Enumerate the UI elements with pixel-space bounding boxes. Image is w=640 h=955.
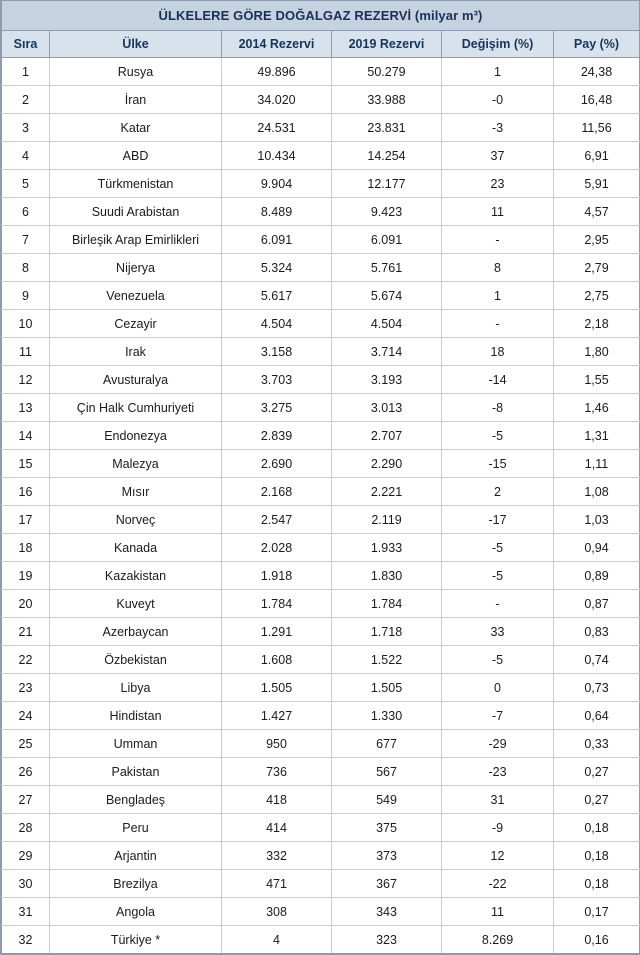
cell-change: 31 bbox=[442, 786, 554, 814]
cell-share: 0,18 bbox=[554, 870, 640, 898]
cell-reserve-2014: 1.918 bbox=[222, 562, 332, 590]
cell-country: İran bbox=[50, 86, 222, 114]
cell-rank: 13 bbox=[2, 394, 50, 422]
table-row bbox=[2, 926, 640, 954]
cell-reserve-2019: 3.193 bbox=[332, 366, 442, 394]
cell-change: 37 bbox=[442, 142, 554, 170]
cell-rank: 16 bbox=[2, 478, 50, 506]
table-row bbox=[2, 842, 640, 870]
cell-reserve-2014: 34.020 bbox=[222, 86, 332, 114]
cell-country: ABD bbox=[50, 142, 222, 170]
cell-reserve-2019: 3.013 bbox=[332, 394, 442, 422]
cell-rank: 15 bbox=[2, 450, 50, 478]
table-row bbox=[2, 310, 640, 338]
cell-reserve-2019: 2.707 bbox=[332, 422, 442, 450]
cell-change: -9 bbox=[442, 814, 554, 842]
cell-country: Hindistan bbox=[50, 702, 222, 730]
cell-country: Azerbaycan bbox=[50, 618, 222, 646]
cell-country: Özbekistan bbox=[50, 646, 222, 674]
column-header-change: Değişim (%) bbox=[442, 31, 554, 58]
cell-share: 1,55 bbox=[554, 366, 640, 394]
cell-reserve-2019: 33.988 bbox=[332, 86, 442, 114]
cell-share: 0,18 bbox=[554, 842, 640, 870]
cell-country: Norveç bbox=[50, 506, 222, 534]
cell-share: 0,27 bbox=[554, 786, 640, 814]
cell-share: 1,31 bbox=[554, 422, 640, 450]
cell-share: 0,83 bbox=[554, 618, 640, 646]
cell-country: Birleşik Arap Emirlikleri bbox=[50, 226, 222, 254]
cell-share: 0,16 bbox=[554, 926, 640, 954]
cell-share: 0,73 bbox=[554, 674, 640, 702]
cell-country: Pakistan bbox=[50, 758, 222, 786]
cell-reserve-2019: 50.279 bbox=[332, 58, 442, 86]
cell-share: 0,33 bbox=[554, 730, 640, 758]
cell-share: 0,94 bbox=[554, 534, 640, 562]
cell-country: Türkiye * bbox=[50, 926, 222, 954]
cell-rank: 3 bbox=[2, 114, 50, 142]
table-row bbox=[2, 394, 640, 422]
cell-rank: 31 bbox=[2, 898, 50, 926]
table-row bbox=[2, 534, 640, 562]
cell-reserve-2014: 5.324 bbox=[222, 254, 332, 282]
cell-change: 1 bbox=[442, 58, 554, 86]
cell-reserve-2014: 1.291 bbox=[222, 618, 332, 646]
cell-reserve-2014: 3.703 bbox=[222, 366, 332, 394]
cell-country: Brezilya bbox=[50, 870, 222, 898]
cell-rank: 22 bbox=[2, 646, 50, 674]
cell-share: 2,95 bbox=[554, 226, 640, 254]
cell-share: 0,64 bbox=[554, 702, 640, 730]
cell-reserve-2014: 2.547 bbox=[222, 506, 332, 534]
cell-reserve-2019: 1.505 bbox=[332, 674, 442, 702]
cell-share: 1,08 bbox=[554, 478, 640, 506]
table-row bbox=[2, 142, 640, 170]
column-header-share: Pay (%) bbox=[554, 31, 640, 58]
cell-share: 2,18 bbox=[554, 310, 640, 338]
cell-reserve-2014: 24.531 bbox=[222, 114, 332, 142]
cell-reserve-2019: 3.714 bbox=[332, 338, 442, 366]
cell-country: Çin Halk Cumhuriyeti bbox=[50, 394, 222, 422]
table-row bbox=[2, 590, 640, 618]
cell-rank: 30 bbox=[2, 870, 50, 898]
cell-share: 1,46 bbox=[554, 394, 640, 422]
cell-share: 4,57 bbox=[554, 198, 640, 226]
cell-share: 0,89 bbox=[554, 562, 640, 590]
table-row bbox=[2, 702, 640, 730]
cell-reserve-2014: 9.904 bbox=[222, 170, 332, 198]
table-row bbox=[2, 114, 640, 142]
cell-rank: 2 bbox=[2, 86, 50, 114]
cell-country: Rusya bbox=[50, 58, 222, 86]
cell-reserve-2014: 4.504 bbox=[222, 310, 332, 338]
cell-reserve-2019: 1.522 bbox=[332, 646, 442, 674]
cell-reserve-2019: 12.177 bbox=[332, 170, 442, 198]
cell-share: 24,38 bbox=[554, 58, 640, 86]
cell-reserve-2019: 677 bbox=[332, 730, 442, 758]
table-row bbox=[2, 506, 640, 534]
cell-rank: 23 bbox=[2, 674, 50, 702]
cell-reserve-2019: 23.831 bbox=[332, 114, 442, 142]
cell-reserve-2014: 4 bbox=[222, 926, 332, 954]
cell-reserve-2019: 373 bbox=[332, 842, 442, 870]
cell-reserve-2014: 414 bbox=[222, 814, 332, 842]
table-row bbox=[2, 422, 640, 450]
cell-change: -5 bbox=[442, 646, 554, 674]
cell-reserve-2014: 1.784 bbox=[222, 590, 332, 618]
cell-rank: 32 bbox=[2, 926, 50, 954]
cell-country: Angola bbox=[50, 898, 222, 926]
cell-reserve-2019: 5.761 bbox=[332, 254, 442, 282]
cell-share: 16,48 bbox=[554, 86, 640, 114]
cell-country: Libya bbox=[50, 674, 222, 702]
cell-change: -29 bbox=[442, 730, 554, 758]
cell-country: Irak bbox=[50, 338, 222, 366]
table-row bbox=[2, 226, 640, 254]
cell-country: Bengladeş bbox=[50, 786, 222, 814]
cell-reserve-2019: 6.091 bbox=[332, 226, 442, 254]
column-header-country: Ülke bbox=[50, 31, 222, 58]
cell-change: 11 bbox=[442, 198, 554, 226]
cell-change: -14 bbox=[442, 366, 554, 394]
cell-reserve-2019: 549 bbox=[332, 786, 442, 814]
table-header bbox=[2, 31, 640, 58]
cell-share: 2,75 bbox=[554, 282, 640, 310]
cell-change: -23 bbox=[442, 758, 554, 786]
table-row bbox=[2, 870, 640, 898]
cell-change: 33 bbox=[442, 618, 554, 646]
cell-rank: 6 bbox=[2, 198, 50, 226]
cell-reserve-2014: 308 bbox=[222, 898, 332, 926]
cell-country: Kuveyt bbox=[50, 590, 222, 618]
cell-country: Endonezya bbox=[50, 422, 222, 450]
cell-rank: 7 bbox=[2, 226, 50, 254]
cell-change: 23 bbox=[442, 170, 554, 198]
table-row bbox=[2, 562, 640, 590]
cell-reserve-2019: 1.330 bbox=[332, 702, 442, 730]
cell-reserve-2019: 2.119 bbox=[332, 506, 442, 534]
cell-country: Suudi Arabistan bbox=[50, 198, 222, 226]
cell-reserve-2014: 1.427 bbox=[222, 702, 332, 730]
cell-rank: 27 bbox=[2, 786, 50, 814]
cell-reserve-2019: 567 bbox=[332, 758, 442, 786]
cell-reserve-2019: 1.830 bbox=[332, 562, 442, 590]
cell-reserve-2019: 14.254 bbox=[332, 142, 442, 170]
table-row bbox=[2, 282, 640, 310]
cell-rank: 12 bbox=[2, 366, 50, 394]
cell-change: -7 bbox=[442, 702, 554, 730]
cell-share: 0,17 bbox=[554, 898, 640, 926]
cell-reserve-2019: 1.784 bbox=[332, 590, 442, 618]
cell-change: -0 bbox=[442, 86, 554, 114]
cell-change: -5 bbox=[442, 422, 554, 450]
table-row bbox=[2, 450, 640, 478]
column-header-reserve-2019: 2019 Rezervi bbox=[332, 31, 442, 58]
cell-share: 0,74 bbox=[554, 646, 640, 674]
table-row bbox=[2, 674, 640, 702]
cell-reserve-2014: 49.896 bbox=[222, 58, 332, 86]
cell-change: 18 bbox=[442, 338, 554, 366]
column-header-reserve-2014: 2014 Rezervi bbox=[222, 31, 332, 58]
cell-reserve-2014: 2.690 bbox=[222, 450, 332, 478]
column-header-rank: Sıra bbox=[2, 31, 50, 58]
cell-change: 1 bbox=[442, 282, 554, 310]
cell-country: Türkmenistan bbox=[50, 170, 222, 198]
cell-share: 6,91 bbox=[554, 142, 640, 170]
cell-reserve-2014: 736 bbox=[222, 758, 332, 786]
cell-reserve-2019: 367 bbox=[332, 870, 442, 898]
table-row bbox=[2, 170, 640, 198]
cell-country: Venezuela bbox=[50, 282, 222, 310]
cell-reserve-2019: 1.933 bbox=[332, 534, 442, 562]
cell-reserve-2019: 5.674 bbox=[332, 282, 442, 310]
cell-country: Kanada bbox=[50, 534, 222, 562]
cell-country: Umman bbox=[50, 730, 222, 758]
cell-change: -17 bbox=[442, 506, 554, 534]
cell-share: 0,18 bbox=[554, 814, 640, 842]
cell-rank: 18 bbox=[2, 534, 50, 562]
cell-reserve-2019: 375 bbox=[332, 814, 442, 842]
cell-country: Peru bbox=[50, 814, 222, 842]
cell-change: -3 bbox=[442, 114, 554, 142]
cell-reserve-2014: 5.617 bbox=[222, 282, 332, 310]
cell-change: 11 bbox=[442, 898, 554, 926]
cell-share: 0,27 bbox=[554, 758, 640, 786]
cell-country: Cezayir bbox=[50, 310, 222, 338]
cell-reserve-2019: 343 bbox=[332, 898, 442, 926]
table-row bbox=[2, 198, 640, 226]
cell-reserve-2019: 323 bbox=[332, 926, 442, 954]
table-body bbox=[2, 58, 640, 954]
cell-reserve-2019: 9.423 bbox=[332, 198, 442, 226]
cell-change: 12 bbox=[442, 842, 554, 870]
table-row bbox=[2, 86, 640, 114]
cell-rank: 4 bbox=[2, 142, 50, 170]
cell-share: 1,80 bbox=[554, 338, 640, 366]
cell-rank: 9 bbox=[2, 282, 50, 310]
cell-change: 2 bbox=[442, 478, 554, 506]
cell-reserve-2014: 332 bbox=[222, 842, 332, 870]
cell-share: 1,03 bbox=[554, 506, 640, 534]
table-row bbox=[2, 254, 640, 282]
cell-change: - bbox=[442, 590, 554, 618]
cell-reserve-2019: 2.221 bbox=[332, 478, 442, 506]
cell-rank: 14 bbox=[2, 422, 50, 450]
cell-change: 0 bbox=[442, 674, 554, 702]
table-row bbox=[2, 898, 640, 926]
cell-reserve-2014: 3.275 bbox=[222, 394, 332, 422]
table-row bbox=[2, 618, 640, 646]
cell-reserve-2014: 418 bbox=[222, 786, 332, 814]
cell-rank: 5 bbox=[2, 170, 50, 198]
table-row bbox=[2, 58, 640, 86]
cell-rank: 10 bbox=[2, 310, 50, 338]
cell-reserve-2014: 2.168 bbox=[222, 478, 332, 506]
cell-change: -8 bbox=[442, 394, 554, 422]
table-row bbox=[2, 786, 640, 814]
cell-change: - bbox=[442, 310, 554, 338]
cell-reserve-2014: 8.489 bbox=[222, 198, 332, 226]
table-row bbox=[2, 478, 640, 506]
table-row bbox=[2, 758, 640, 786]
cell-share: 11,56 bbox=[554, 114, 640, 142]
cell-change: -5 bbox=[442, 534, 554, 562]
cell-share: 1,11 bbox=[554, 450, 640, 478]
header-row bbox=[2, 31, 640, 58]
cell-rank: 20 bbox=[2, 590, 50, 618]
table-row bbox=[2, 730, 640, 758]
cell-rank: 19 bbox=[2, 562, 50, 590]
cell-share: 2,79 bbox=[554, 254, 640, 282]
cell-rank: 25 bbox=[2, 730, 50, 758]
cell-change: -15 bbox=[442, 450, 554, 478]
cell-rank: 28 bbox=[2, 814, 50, 842]
cell-reserve-2014: 3.158 bbox=[222, 338, 332, 366]
cell-change: - bbox=[442, 226, 554, 254]
cell-reserve-2014: 471 bbox=[222, 870, 332, 898]
cell-reserve-2014: 2.028 bbox=[222, 534, 332, 562]
cell-reserve-2014: 950 bbox=[222, 730, 332, 758]
cell-rank: 11 bbox=[2, 338, 50, 366]
cell-change: -22 bbox=[442, 870, 554, 898]
table-row bbox=[2, 814, 640, 842]
cell-country: Mısır bbox=[50, 478, 222, 506]
table-row bbox=[2, 338, 640, 366]
cell-country: Arjantin bbox=[50, 842, 222, 870]
cell-change: 8.269 bbox=[442, 926, 554, 954]
cell-country: Malezya bbox=[50, 450, 222, 478]
cell-reserve-2014: 10.434 bbox=[222, 142, 332, 170]
cell-rank: 17 bbox=[2, 506, 50, 534]
cell-share: 0,87 bbox=[554, 590, 640, 618]
cell-country: Nijerya bbox=[50, 254, 222, 282]
cell-country: Katar bbox=[50, 114, 222, 142]
cell-reserve-2014: 1.505 bbox=[222, 674, 332, 702]
cell-reserve-2014: 2.839 bbox=[222, 422, 332, 450]
cell-change: -5 bbox=[442, 562, 554, 590]
table-title: ÜLKELERE GÖRE DOĞALGAZ REZERVİ (milyar m³) bbox=[1, 0, 640, 30]
cell-rank: 8 bbox=[2, 254, 50, 282]
cell-reserve-2019: 1.718 bbox=[332, 618, 442, 646]
cell-reserve-2014: 6.091 bbox=[222, 226, 332, 254]
natural-gas-reserves-table bbox=[1, 0, 640, 954]
cell-rank: 26 bbox=[2, 758, 50, 786]
cell-rank: 21 bbox=[2, 618, 50, 646]
cell-reserve-2019: 2.290 bbox=[332, 450, 442, 478]
cell-rank: 29 bbox=[2, 842, 50, 870]
cell-reserve-2014: 1.608 bbox=[222, 646, 332, 674]
cell-country: Avusturalya bbox=[50, 366, 222, 394]
cell-change: 8 bbox=[442, 254, 554, 282]
cell-reserve-2019: 4.504 bbox=[332, 310, 442, 338]
cell-share: 5,91 bbox=[554, 170, 640, 198]
table-row bbox=[2, 366, 640, 394]
cell-rank: 24 bbox=[2, 702, 50, 730]
table-row bbox=[2, 646, 640, 674]
cell-rank: 1 bbox=[2, 58, 50, 86]
cell-country: Kazakistan bbox=[50, 562, 222, 590]
